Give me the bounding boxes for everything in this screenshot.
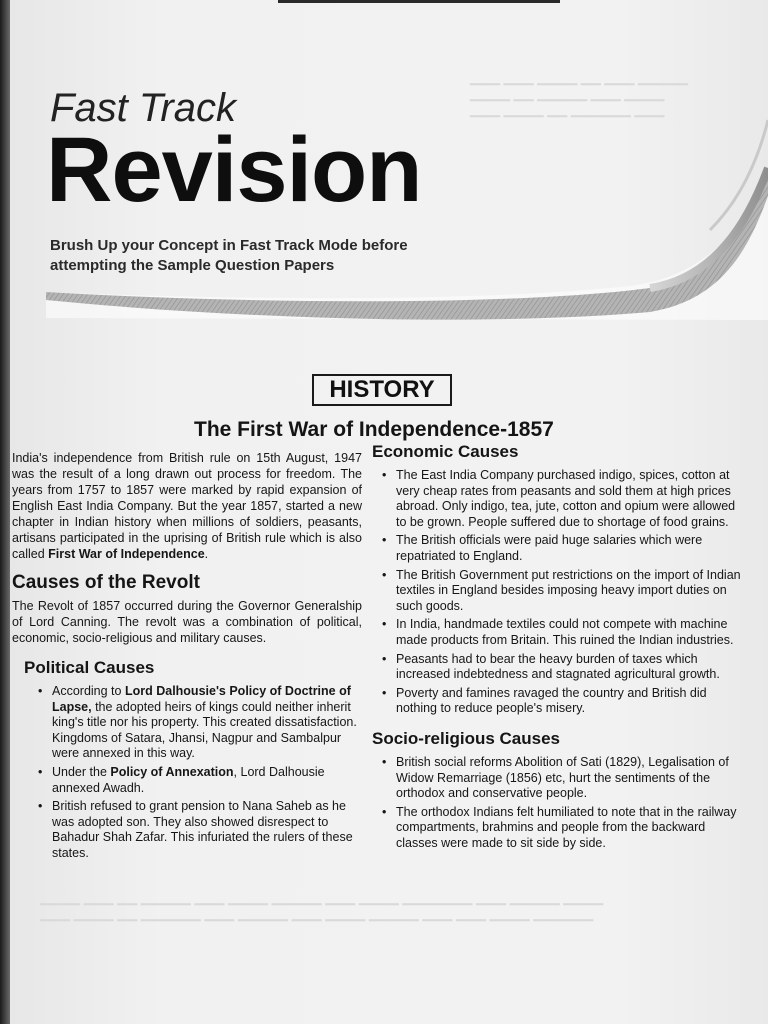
intro-end: . <box>204 547 209 561</box>
page-binding-edge <box>0 0 10 1024</box>
bullet-icon: • <box>382 567 387 582</box>
bullet-icon: • <box>382 617 387 632</box>
list-item-text: According to <box>52 684 125 698</box>
left-column <box>12 450 362 865</box>
list-item-text: Peasants had to bear the heavy burden of taxes which increased indebtedness and stagnated agricultural growth. <box>396 651 720 682</box>
economic-causes-list <box>372 468 744 717</box>
header-subtitle <box>50 236 470 276</box>
list-item-text: The orthodox Indians felt humiliated to note that in the railway compartments, brahmins and people from the backward classes were made to sit side by side. <box>396 804 737 850</box>
list-item <box>28 684 362 762</box>
list-item <box>372 568 744 615</box>
bullet-icon: • <box>38 799 43 814</box>
bullet-icon: • <box>382 468 387 482</box>
political-causes-list <box>12 684 362 862</box>
list-item-text: Poverty and famines ravaged the country and British did nothing to reduce people's misery. <box>396 685 707 716</box>
bullet-icon: • <box>38 764 43 779</box>
list-item <box>372 755 744 802</box>
list-item <box>372 652 744 683</box>
list-item-text: The British officials were paid huge salaries which were repatriated to England. <box>396 533 703 563</box>
political-causes-heading: Political Causes <box>24 658 155 677</box>
intro-paragraph <box>12 450 362 562</box>
list-item-text: In India, handmade textiles could not compete with machine made products from Britain. This ruined the Indian industries. <box>396 617 734 647</box>
list-item <box>372 533 744 564</box>
list-item <box>28 765 362 796</box>
bullet-icon: • <box>382 533 387 548</box>
bullet-icon: • <box>382 754 387 769</box>
header-subtitle-line2: attempting the Sample Question Papers <box>50 257 335 274</box>
bullet-icon: • <box>38 684 43 698</box>
list-item <box>372 686 744 717</box>
bullet-icon: • <box>382 685 387 700</box>
list-item <box>372 468 744 530</box>
right-column <box>372 442 744 854</box>
list-item-text: Under the <box>52 764 111 779</box>
bullet-icon: • <box>382 804 387 819</box>
revision-title: Revision <box>46 119 422 221</box>
list-item-bold: Lord Dalhousie's Policy of Doctrine of Lapse, <box>52 684 351 714</box>
bullet-icon: • <box>382 651 387 666</box>
list-item-text: The British Government put restrictions on the import of Indian textiles in England besides imposing heavy import duties on such goods. <box>396 567 741 613</box>
intro-bold-term: First War of Independence <box>48 547 205 561</box>
list-item-text: , Lord Dalhousie annexed Awadh. <box>52 764 325 795</box>
intro-text: India's independence from British rule on 15th August, 1947 was the result of a long drawn out process for freedom. The years from 1757 to 1857 were marked by rapid expansion of English East India Company. But the year 1857, started a new chapter in Indian history when millions of soldiers, peasants, artisans participated in the uprising of British rule which is also called <box>12 451 362 561</box>
economic-causes-heading: Economic Causes <box>372 442 519 461</box>
causes-paragraph: The Revolt of 1857 occurred during the Governor Generalship of Lord Canning. The revolt was a combination of political, economic, socio-religious and military causes. <box>12 599 362 645</box>
socio-religious-causes-heading: Socio-religious Causes <box>372 728 560 748</box>
fast-track-title: Fast Track <box>50 86 236 130</box>
list-item-text: British refused to grant pension to Nana Saheb as he was adopted son. They also showed disrespect to Bahadur Shah Zafar. This infuriated the rulers of these states. <box>52 799 353 860</box>
list-item-text: British social reforms Abolition of Sati (1829), Legalisation of Widow Remarriage (1856) etc, hurt the sentiments of the orthodox and conservative people. <box>396 754 729 801</box>
page <box>10 0 768 1024</box>
list-item <box>372 805 744 852</box>
show-through-text-bottom: ▁▁▁▁ ▁▁▁ ▁▁ ▁▁▁▁▁ ▁▁▁ ▁▁▁▁ ▁▁▁▁▁ ▁▁▁ ▁▁▁▁ ▁▁▁▁▁▁▁ ▁▁▁ ▁▁▁▁▁ ▁▁▁▁ ▁▁▁ ▁▁▁▁ ▁▁ ▁▁▁▁▁▁ ▁▁▁ ▁▁▁▁▁ ▁▁▁ ▁▁▁▁ ▁▁▁▁▁ ▁▁▁ ▁▁▁ ▁▁▁▁ ▁▁▁▁▁▁ <box>40 890 604 921</box>
show-through-text: ▁▁▁ ▁▁▁ ▁▁▁▁ ▁▁ ▁▁▁ ▁▁▁▁▁ ▁▁▁▁ ▁▁ ▁▁▁▁▁ ▁▁▁ ▁▁▁▁ ▁▁▁ ▁▁▁▁ ▁▁ ▁▁▁▁▁▁ ▁▁▁ <box>470 70 689 117</box>
chapter-title: The First War of Independence-1857 <box>194 418 554 441</box>
header-subtitle-line1: Brush Up your Concept in Fast Track Mode before <box>50 237 408 254</box>
list-item <box>28 799 362 861</box>
list-item-bold: Policy of Annexation <box>110 764 234 779</box>
causes-heading: Causes of the Revolt <box>12 572 200 593</box>
socio-religious-causes-list <box>372 755 744 852</box>
list-item-text: The East India Company purchased indigo, spices, cotton at very cheap rates from peasants and sold them at high prices abroad. Only indigo, tea, jute, cotton and opium were allowed to be grown. People suffered due to shortage of food grains. <box>396 468 736 529</box>
subject-box: HISTORY <box>312 374 452 406</box>
list-item-text: the adopted heirs of kings could neither inherit king's title nor his property. This created dissatisfaction. Kingdoms of Satara, Jhansi, Nagpur and Sambalpur were annexed in this way. <box>52 699 357 761</box>
list-item <box>372 617 744 648</box>
